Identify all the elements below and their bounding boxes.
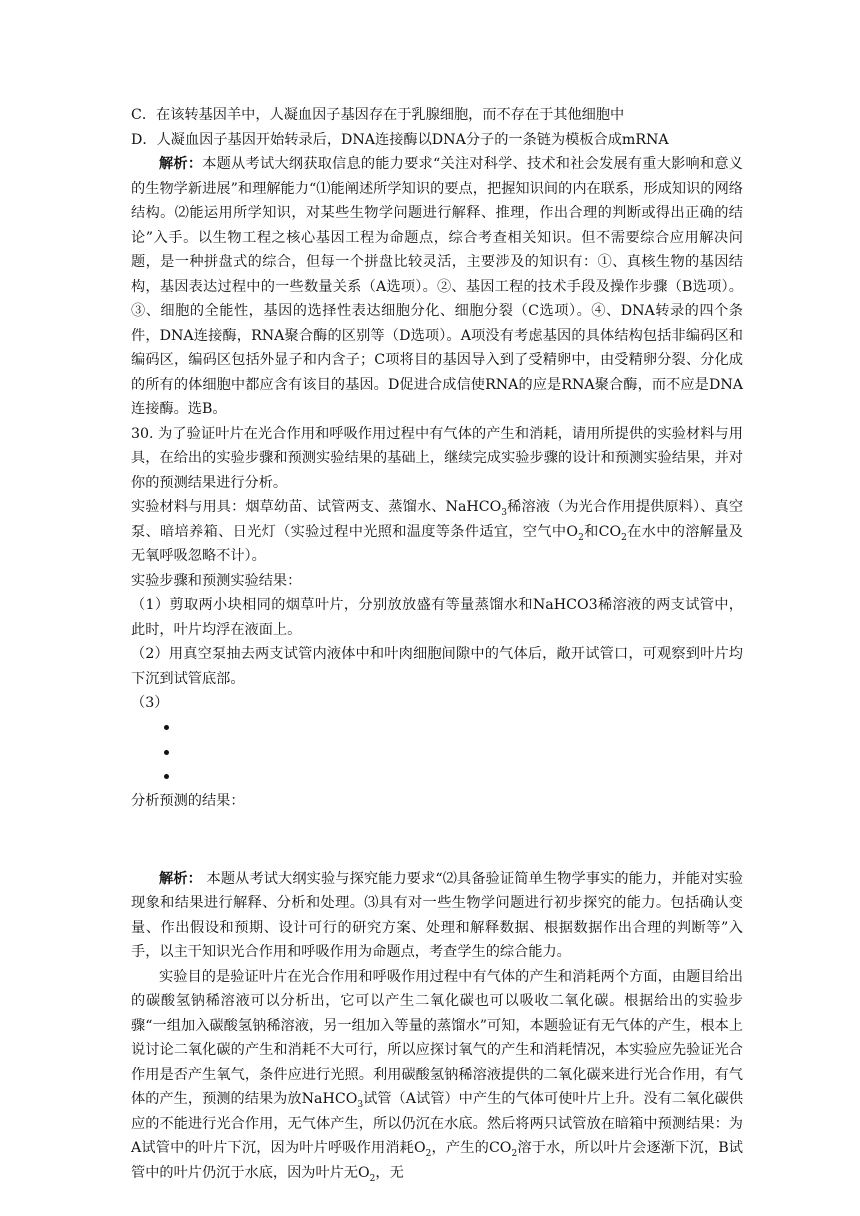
analysis-text: 本题从考试大纲实验与探究能力要求“⑵具备验证简单生物学事实的能力，并能对实验现象和结果进行解释、分析和处理。⑶具有对一些生物学问题进行初步探究的能力。包括确认变量、作出假设和预期、设计可行的研究方案、处理和解释数据、根据数据作出合理的判断等”入手，以主干知识光合作用和呼吸作用为命题点，考查学生的综合能力。 <box>131 870 743 960</box>
list-item <box>164 740 743 765</box>
option-d: D．人凝血因子基因开始转录后，DNA连接酶以DNA分子的一条链为模板合成mRNA <box>131 131 669 148</box>
answer-blank-space <box>131 814 743 867</box>
question-30: 30. 为了验证叶片在光合作用和呼吸作用过程中有气体的产生和消耗，请用所提供的实验材料与用具，在给出的实验步骤和预测实验结果的基础上，继续完成实验步骤的设计和预测实验结果，并对你的预测结果进行分析。 <box>131 425 743 491</box>
analysis-paragraph-2 <box>131 867 743 965</box>
analysis-text: 本题从考试大纲获取信息的能力要求“关注对科学、技术和社会发展有重大影响和意义的生物学新进展”和理解能力“⑴能阐述所学知识的要点，把握知识间的内在联系，形成知识的网络结构。⑵能运用所学知识，对某些生物学问题进行解释、推理，作出合理的判断或得出正确的结论”入手。以生物工程之核心基因工程为命题点，综合考查相关知识。但不需要综合应用解决问题，是一种拼盘式的综合，但每一个拼盘比较灵活，主要涉及的知识有：①、真核生物的基因结构，基因表达过程中的一些数量关系（A选项）。②、基因工程的技术手段及操作步骤（B选项）。③、细胞的全能性，基因的选择性表达细胞分化、细胞分裂（C选项）。④、DNA转录的四个条件，DNA连接酶，RNA聚合酶的区别等（D选项）。A项没有考虑基因的具体结构包括非编码区和编码区，编码区包括外显子和内含子；C项将目的基因导入到了受精卵中，由受精卵分裂、分化成的所有的体细胞中都应含有该目的基因。D促进合成信使RNA的应是RNA聚合酶，而不应是DNA连接酶。选B。 <box>131 156 743 417</box>
analysis-label: 解析： <box>159 156 203 172</box>
steps-title: 实验步骤和预测实验结果： <box>131 572 302 589</box>
analysis-label: 解析： <box>159 870 202 887</box>
bullet-icon <box>164 750 169 755</box>
analysis-prompt: 分析预测的结果： <box>131 793 245 809</box>
blank-bullet-list <box>131 716 743 790</box>
analysis-paragraph-1 <box>131 152 743 422</box>
step-1: （1）剪取两小块相同的烟草叶片，分别放放盛有等量蒸馏水和NaHCO3稀溶液的两支试管中，此时，叶片均浮在液面上。 <box>131 597 743 638</box>
list-item <box>164 765 743 790</box>
option-c: C．在该转基因羊中，人凝血因子基因存在于乳腺细胞，而不存在于其他细胞中 <box>131 107 625 123</box>
bullet-icon <box>164 725 169 730</box>
list-item <box>164 716 743 741</box>
step-2: （2）用真空泵抽去两支试管内液体中和叶肉细胞间隙中的气体后，敞开试管口，可观察到叶片均下沉到试管底部。 <box>131 646 743 687</box>
materials-paragraph: 实验材料与用具：烟草幼苗、试管两支、蒸馏水、NaHCO$_3$稀溶液（为光合作用提供原料）、真空泵、暗培养箱、日光灯（实验过程中光照和温度等条件适宜，空气中$O_2$和$CO_2$在水中的溶解量及无氧呼吸忽略不计）。 <box>131 499 744 564</box>
bullet-icon <box>164 774 169 779</box>
explanation-paragraph: 实验目的是验证叶片在光合作用和呼吸作用过程中有气体的产生和消耗两个方面，由题目给出的碳酸氢钠稀溶液可以分析出，它可以产生二氧化碳也可以吸收二氧化碳。根据给出的实验步骤“一组加入碳酸氢钠稀溶液，另一组加入等量的蒸馏水”可知，本题验证有无气体的产生，根本上说讨论二氧化碳的产生和消耗不大可行，所以应探讨氧气的产生和消耗情况，本实验应先验证光合作用是否产生氧气，条件应进行光照。利用碳酸氢钠稀溶液提供的二氧化碳来进行光合作用，有气体的产生，预测的结果为放NaHCO$_3$试管（A试管）中产生的气体可使叶片上升。没有二氧化碳供应的不能进行光合作用，无气体产生，所以仍沉在水底。然后将两只试管放在暗箱中预测结果：为A试管中的叶片下沉，因为叶片呼吸作用消耗$O_2$，产生的$CO_2$溶于水，所以叶片会逐渐下沉，B试管中的叶片仍沉于水底，因为叶片无$O_2$，无 <box>131 968 744 1184</box>
document-body <box>131 103 743 1185</box>
step-3: （3） <box>131 695 169 711</box>
